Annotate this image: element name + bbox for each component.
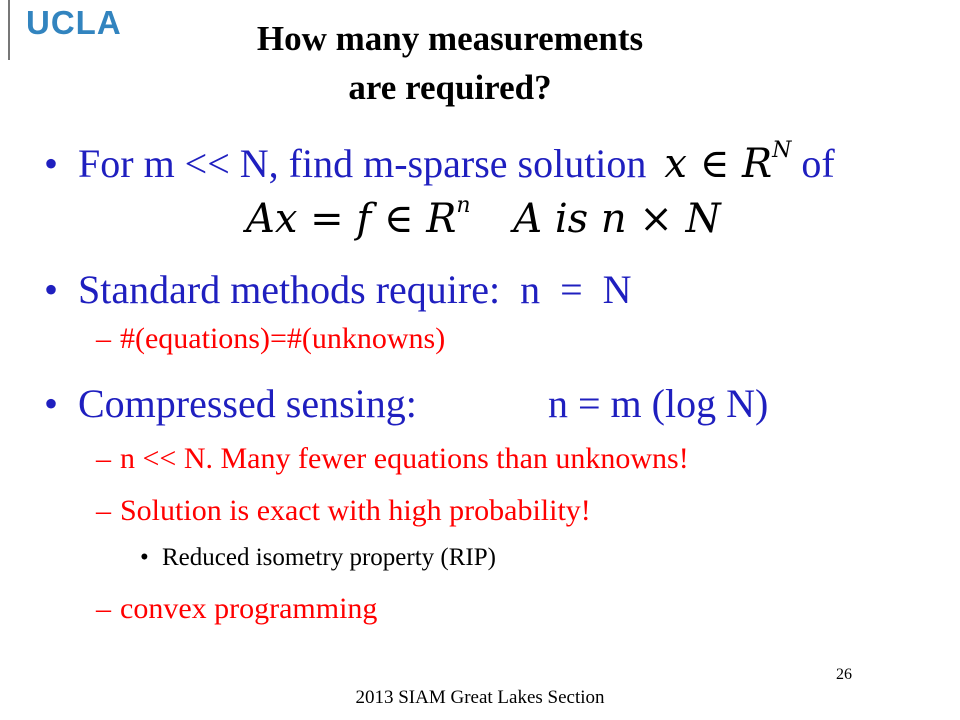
bullet-3-sub-2: Solution is exact with high probability! (120, 494, 591, 527)
bullet-1-text (78, 137, 835, 187)
bullet-2-dot: • (44, 267, 59, 312)
bullet-2-sub-1: #(equations)=#(unknowns) (120, 322, 446, 355)
footer-text: 2013 SIAM Great Lakes Section (355, 687, 605, 708)
bullet-dot: • (44, 141, 59, 186)
sub-dash: – (96, 592, 111, 625)
slide-title (150, 14, 750, 112)
bullet-2-text: Standard methods require: n = N (78, 267, 632, 312)
title-line-2: are required? (348, 68, 552, 107)
bullet-1 (44, 140, 58, 187)
logo-divider (8, 0, 10, 60)
bullet-3-sub-3: convex programming (120, 592, 378, 625)
bullet-3-subsub-1: Reduced isometry property (RIP) (162, 544, 496, 571)
math-x-in-RN: x ∈ $R^N$ (664, 137, 792, 187)
page-number: 26 (836, 666, 852, 683)
bullet-3-value: n = m (log N) (548, 381, 769, 426)
title-line-1: How many measurements (256, 19, 644, 58)
sub-dash: – (96, 494, 111, 527)
ucla-logo: UCLA (26, 4, 122, 41)
sub-dash: – (96, 322, 111, 355)
bullet-3-dot: • (44, 381, 59, 426)
equation-Ax-f: Ax = f ∈ $R^n$ A is n × N (246, 192, 721, 242)
bullet-1-prefix: For m << N, find m-sparse solution (78, 141, 647, 186)
bullet-3-sub-1: n << N. Many fewer equations than unknowns! (120, 442, 689, 475)
subsub-dot: • (140, 544, 149, 571)
bullet-1-suffix: of (801, 141, 835, 186)
bullet-3-label: Compressed sensing: (78, 381, 417, 426)
sub-dash: – (96, 442, 111, 475)
